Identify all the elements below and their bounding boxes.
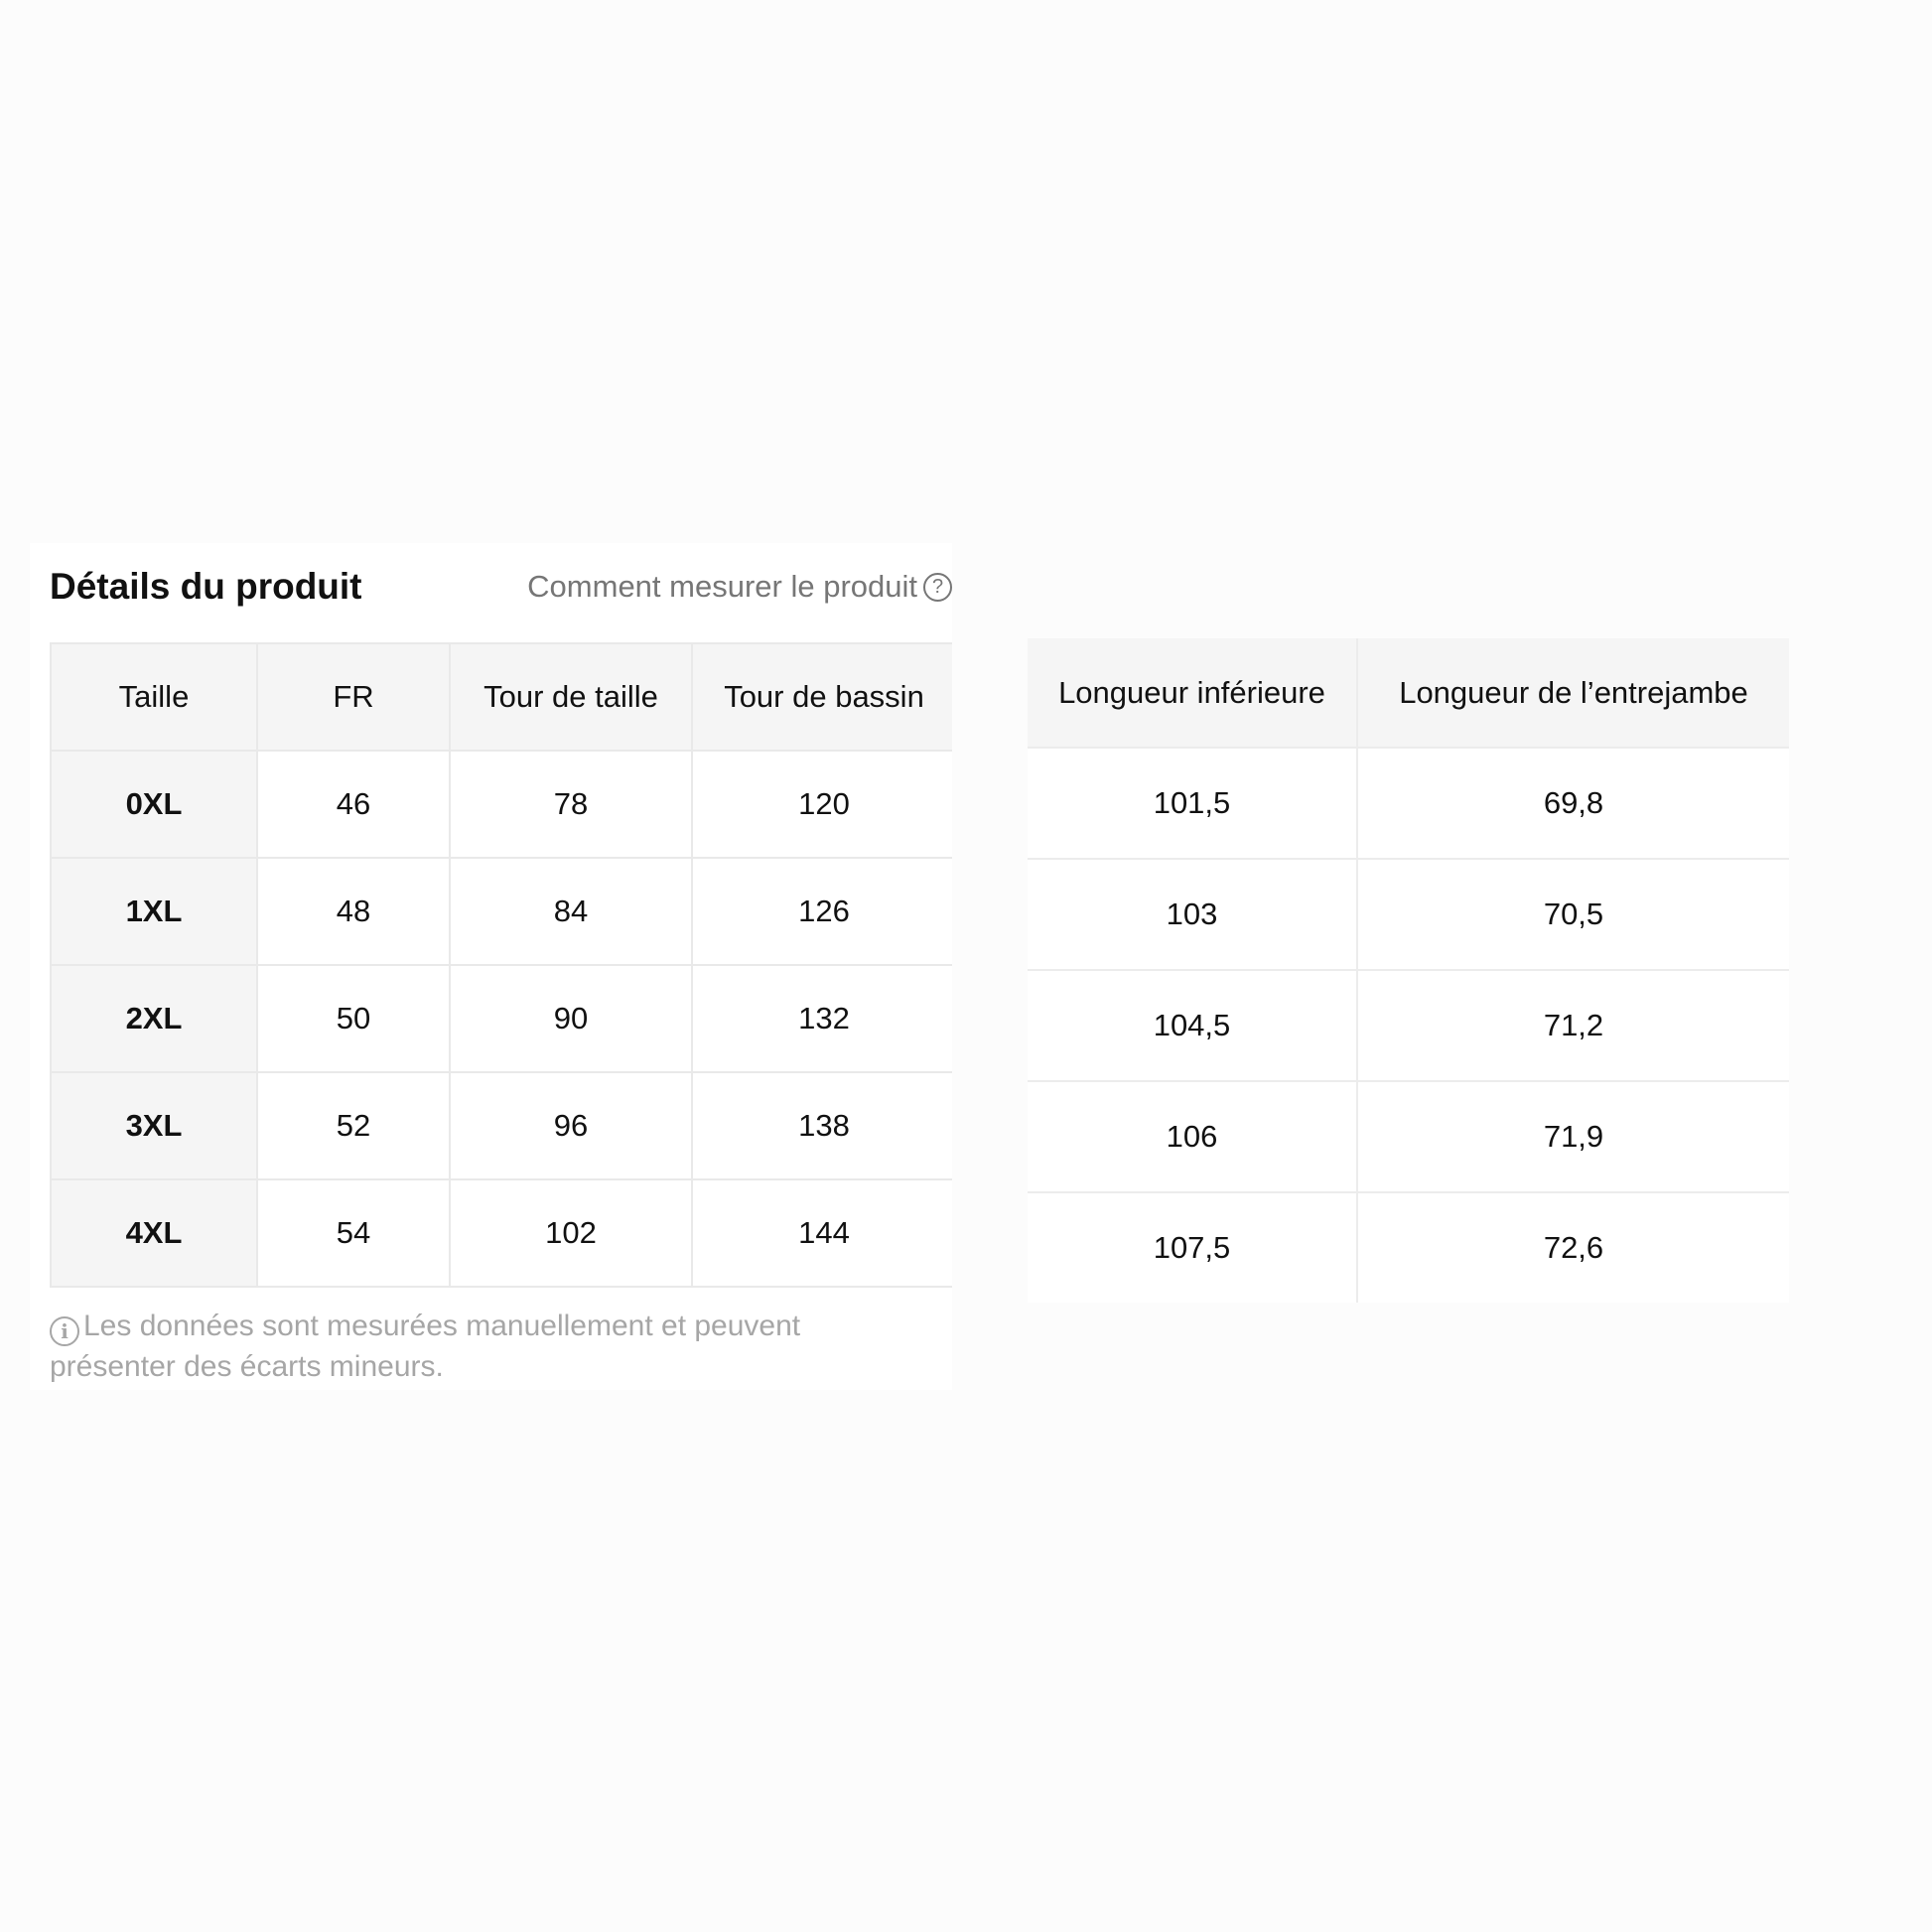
hip-cell: 144 (692, 1179, 952, 1287)
table-row (51, 1072, 952, 1179)
table-row (51, 965, 952, 1072)
lower-length-cell: 106 (1028, 1081, 1357, 1192)
hip-cell: 138 (692, 1072, 952, 1179)
column-header-size: Taille (51, 643, 257, 751)
crotch-length-cell: 71,2 (1357, 970, 1789, 1081)
table-row (1028, 859, 1789, 970)
fr-cell: 48 (257, 858, 450, 965)
crotch-length-cell: 70,5 (1357, 859, 1789, 970)
table-row (1028, 748, 1789, 859)
measurement-note (50, 1306, 923, 1387)
size-cell: 0XL (51, 751, 257, 858)
lower-length-cell: 103 (1028, 859, 1357, 970)
waist-cell: 102 (450, 1179, 692, 1287)
length-table (1028, 638, 1789, 1303)
table-header-row (1028, 638, 1789, 748)
fr-cell: 46 (257, 751, 450, 858)
column-header-fr: FR (257, 643, 450, 751)
waist-cell: 78 (450, 751, 692, 858)
hip-cell: 132 (692, 965, 952, 1072)
fr-cell: 52 (257, 1072, 450, 1179)
size-cell: 2XL (51, 965, 257, 1072)
info-circle-icon: i (50, 1316, 79, 1346)
lower-length-cell: 101,5 (1028, 748, 1357, 859)
lower-length-cell: 104,5 (1028, 970, 1357, 1081)
waist-cell: 90 (450, 965, 692, 1072)
size-cell: 4XL (51, 1179, 257, 1287)
column-header-crotch-length: Longueur de l’entrejambe (1357, 638, 1789, 748)
hip-cell: 126 (692, 858, 952, 965)
size-table (50, 642, 952, 1288)
size-cell: 3XL (51, 1072, 257, 1179)
table-row (1028, 1192, 1789, 1303)
table-row (51, 1179, 952, 1287)
crotch-length-cell: 71,9 (1357, 1081, 1789, 1192)
question-circle-icon[interactable]: ? (923, 573, 952, 602)
column-header-hip: Tour de bassin (692, 643, 952, 751)
product-details-panel (30, 543, 952, 1390)
crotch-length-cell: 69,8 (1357, 748, 1789, 859)
table-row (1028, 970, 1789, 1081)
table-row (51, 858, 952, 965)
fr-cell: 50 (257, 965, 450, 1072)
waist-cell: 84 (450, 858, 692, 965)
table-row (1028, 1081, 1789, 1192)
column-header-inseam-length: Longueur inférieure (1028, 638, 1357, 748)
size-cell: 1XL (51, 858, 257, 965)
table-header-row (51, 643, 952, 751)
page-title: Détails du produit (50, 566, 362, 607)
measurement-note-text: Les données sont mesurées manuellement et peuvent présenter des écarts mineurs. (50, 1310, 801, 1383)
lower-length-cell: 107,5 (1028, 1192, 1357, 1303)
column-header-waist: Tour de taille (450, 643, 692, 751)
waist-cell: 96 (450, 1072, 692, 1179)
fr-cell: 54 (257, 1179, 450, 1287)
crotch-length-cell: 72,6 (1357, 1192, 1789, 1303)
how-to-measure-link[interactable] (527, 567, 952, 607)
hip-cell: 120 (692, 751, 952, 858)
table-row (51, 751, 952, 858)
how-to-measure-label: Comment mesurer le produit (527, 569, 917, 604)
